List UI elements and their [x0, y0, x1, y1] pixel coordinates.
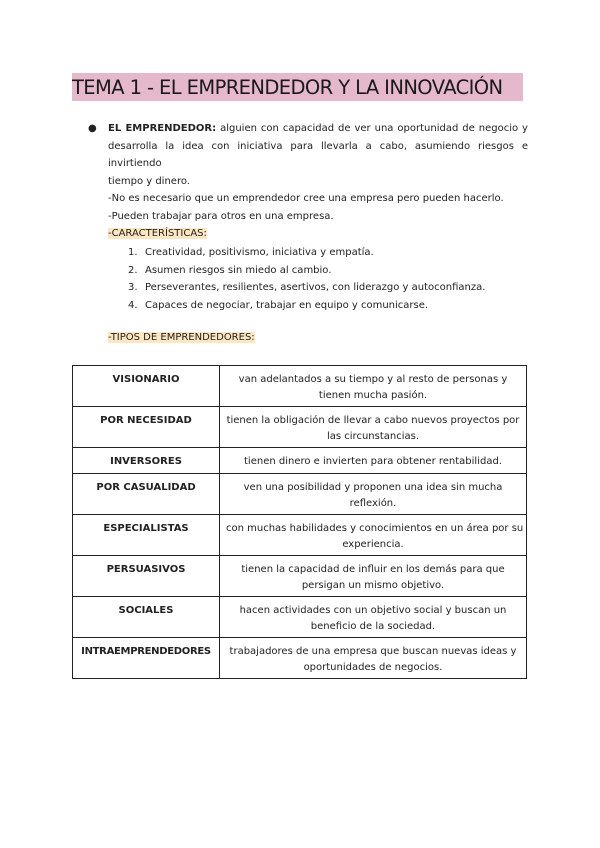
- type-description: [220, 638, 527, 679]
- page-title: TEMA 1 - EL EMPRENDEDOR Y LA INNOVACIÓN: [72, 73, 523, 101]
- definition-line-2: desarrolla la idea con iniciativa para llevarla a cabo, asumiendo riesgos e invirtiendo: [108, 140, 528, 169]
- description-line-2: persigan un mismo objetivo.: [301, 579, 445, 591]
- characteristics-list: [128, 244, 485, 314]
- definition-term: EL EMPRENDEDOR:: [108, 123, 217, 134]
- description-line-2: reflexión.: [349, 497, 397, 509]
- description-line-1: tienen la capacidad de influir en los demás para que: [241, 564, 505, 575]
- intro-note-2: -Pueden trabajar para otros en una empresa.: [108, 210, 334, 222]
- entrepreneur-definition: [108, 120, 528, 225]
- list-item: [128, 279, 485, 297]
- description-line-1: trabajadores de una empresa que buscan nuevas ideas y: [229, 646, 517, 657]
- type-label: POR NECESIDAD: [73, 407, 220, 448]
- type-label: ESPECIALISTAS: [73, 515, 220, 556]
- description-line-1: tienen la obligación de llevar a cabo nuevos proyectos por: [226, 415, 520, 426]
- list-item-text: Perseverantes, resilientes, asertivos, con liderazgo y autoconfianza.: [145, 282, 486, 293]
- type-label: PERSUASIVOS: [73, 556, 220, 597]
- description-line-2: las circunstancias.: [326, 430, 420, 442]
- definition-line-3: tiempo y dinero.: [108, 175, 190, 187]
- list-item-number: 1.: [128, 247, 138, 258]
- type-description: [220, 366, 527, 407]
- table-row: [73, 556, 527, 597]
- type-label: VISIONARIO: [73, 366, 220, 407]
- description-line-2: oportunidades de negocios.: [303, 661, 443, 673]
- type-description: [220, 448, 527, 474]
- type-label: INTRAEMPRENDEDORES: [73, 638, 220, 679]
- entrepreneur-types-table: [72, 365, 527, 679]
- description-line-1: hacen actividades con un objetivo social y buscan un: [239, 605, 507, 616]
- definition-line-1: [108, 120, 528, 138]
- list-item-text: Capaces de negociar, trabajar en equipo y comunicarse.: [145, 299, 429, 311]
- description-line-1: van adelantados a su tiempo y al resto de personas y: [238, 374, 508, 385]
- list-item: [128, 262, 485, 280]
- intro-note-1: -No es necesario que un emprendedor cree una empresa pero pueden hacerlo.: [108, 193, 504, 204]
- description-line-2: tienen mucha pasión.: [318, 389, 428, 401]
- characteristics-heading: [108, 227, 207, 241]
- list-item-text: Creatividad, positivismo, iniciativa y empatía.: [145, 247, 374, 258]
- type-description: [220, 407, 527, 448]
- list-item-text: Asumen riesgos sin miedo al cambio.: [145, 264, 332, 276]
- table-row: [73, 638, 527, 679]
- description-line-1: con muchas habilidades y conocimientos en un área por su: [226, 523, 524, 534]
- description-line-2: experiencia.: [342, 538, 404, 550]
- type-description: [220, 597, 527, 638]
- table-row: [73, 448, 527, 474]
- table-row: [73, 597, 527, 638]
- type-label: SOCIALES: [73, 597, 220, 638]
- type-description: [220, 474, 527, 515]
- definition-text-1: alguien con capacidad de ver una oportunidad de negocio y: [220, 123, 528, 134]
- description-line-1: tienen dinero e invierten para obtener rentabilidad.: [244, 456, 502, 467]
- description-line-1: ven una posibilidad y proponen una idea sin mucha: [243, 482, 503, 493]
- table-row: [73, 515, 527, 556]
- list-item: [128, 297, 485, 315]
- table-row: [73, 474, 527, 515]
- list-item-number: 4.: [128, 299, 138, 311]
- table-row: [73, 407, 527, 448]
- type-description: [220, 515, 527, 556]
- bullet-icon: ●: [88, 123, 97, 134]
- type-label: POR CASUALIDAD: [73, 474, 220, 515]
- list-item-number: 2.: [128, 264, 138, 276]
- types-heading: [108, 331, 255, 345]
- type-description: [220, 556, 527, 597]
- characteristics-heading-text: -CARACTERÍSTICAS:: [108, 228, 207, 239]
- type-label: INVERSORES: [73, 448, 220, 474]
- list-item-number: 3.: [128, 282, 138, 293]
- description-line-2: beneficio de la sociedad.: [310, 620, 436, 632]
- types-heading-text: -TIPOS DE EMPRENDEDORES:: [108, 332, 255, 343]
- list-item: [128, 244, 485, 262]
- table-row: [73, 366, 527, 407]
